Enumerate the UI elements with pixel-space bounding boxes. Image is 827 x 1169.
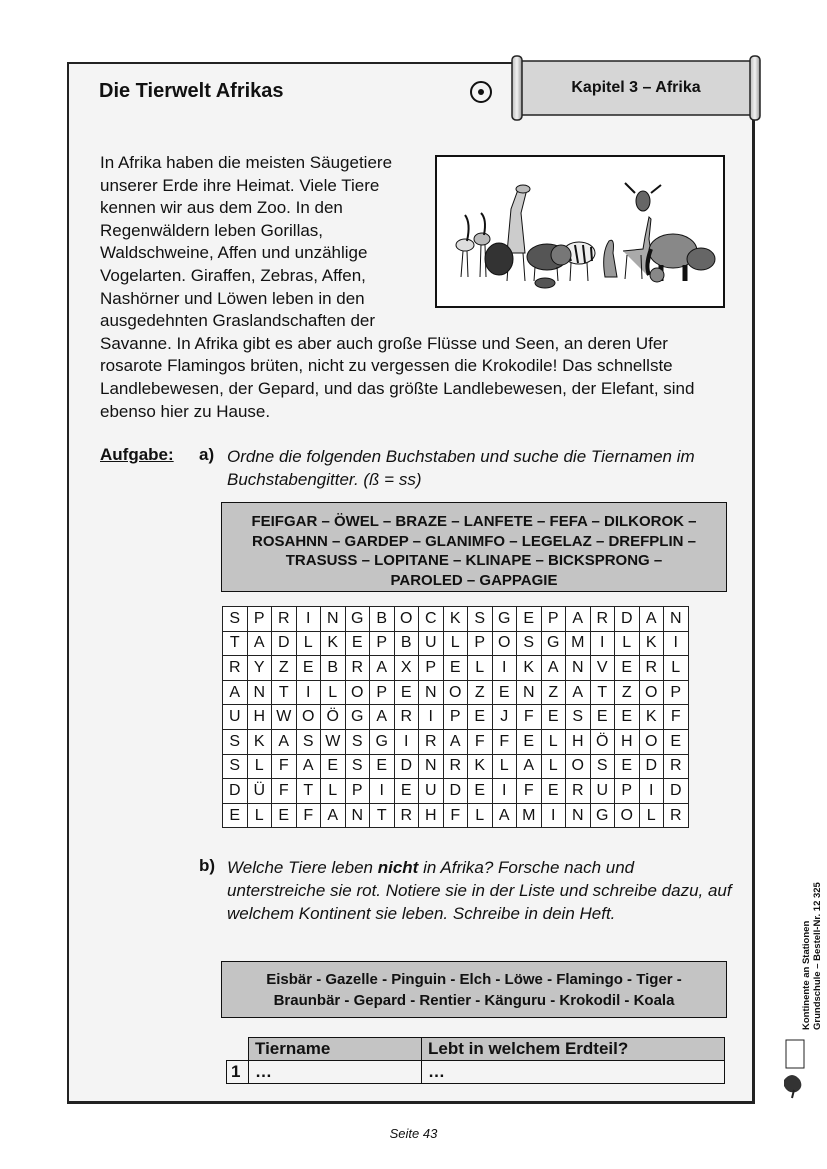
grid-cell: V — [590, 656, 615, 681]
grid-cell: R — [419, 729, 444, 754]
table-corner — [227, 1038, 249, 1061]
task-a-instruction: Ordne die folgenden Buchstaben und suche die Tiernamen im Buchstabengitter. (ß = ss) — [227, 447, 695, 489]
scrambled-line: ROSAHNN – GARDEP – GLANIMFO – LEGELAZ – DREFPLIN – — [252, 532, 696, 550]
grid-cell: N — [664, 607, 689, 632]
grid-cell: M — [566, 631, 591, 656]
grid-cell: O — [296, 705, 321, 730]
grid-cell: O — [394, 607, 419, 632]
grid-cell: E — [272, 803, 297, 828]
grid-cell: K — [639, 705, 664, 730]
grid-cell: W — [272, 705, 297, 730]
grid-cell: T — [272, 680, 297, 705]
grid-cell: I — [492, 656, 517, 681]
grid-cell: E — [321, 754, 346, 779]
grid-cell: E — [370, 754, 395, 779]
animal-list-line: Eisbär - Gazelle - Pinguin - Elch - Löwe - Flamingo - Tiger - — [266, 971, 682, 988]
grid-cell: A — [517, 754, 542, 779]
grid-cell: E — [296, 656, 321, 681]
scrambled-line: TRASUSS – LOPITANE – KLINAPE – BICKSPRONG – — [285, 552, 663, 570]
grid-cell: K — [443, 607, 468, 632]
grid-cell: L — [296, 631, 321, 656]
grid-cell: Z — [272, 656, 297, 681]
grid-cell: S — [566, 705, 591, 730]
grid-cell: N — [247, 680, 272, 705]
grid-cell: L — [321, 779, 346, 804]
grid-cell: K — [517, 656, 542, 681]
grid-cell: O — [639, 729, 664, 754]
grid-cell: I — [590, 631, 615, 656]
grid-cell: Y — [247, 656, 272, 681]
grid-cell: L — [492, 754, 517, 779]
grid-cell: J — [492, 705, 517, 730]
intro-text-block — [100, 152, 725, 423]
grid-cell: E — [517, 729, 542, 754]
grid-cell: H — [419, 803, 444, 828]
target-icon — [470, 81, 492, 103]
grid-cell: E — [615, 705, 640, 730]
grid-cell: N — [566, 803, 591, 828]
grid-cell: I — [639, 779, 664, 804]
grid-cell: G — [345, 705, 370, 730]
grid-cell: N — [419, 754, 444, 779]
grid-row — [223, 729, 689, 754]
grid-row — [223, 631, 689, 656]
grid-cell: O — [639, 680, 664, 705]
task-a-marker: a) — [199, 445, 215, 464]
grid-cell: G — [492, 607, 517, 632]
imprint-line: Grundschule – Bestell-Nr. 12 325 — [812, 882, 823, 1030]
grid-cell: O — [615, 803, 640, 828]
grid-cell: L — [468, 803, 493, 828]
grid-cell: S — [223, 754, 248, 779]
grid-cell: A — [223, 680, 248, 705]
grid-cell: A — [272, 729, 297, 754]
grid-cell: N — [321, 607, 346, 632]
grid-cell: S — [296, 729, 321, 754]
grid-cell: R — [443, 754, 468, 779]
grid-cell: S — [468, 607, 493, 632]
grid-cell: A — [296, 754, 321, 779]
grid-cell: E — [345, 631, 370, 656]
grid-cell: D — [639, 754, 664, 779]
grid-cell: N — [566, 656, 591, 681]
row-number: 1 — [227, 1061, 249, 1084]
task-b-marker: b) — [199, 856, 216, 875]
grid-cell: P — [247, 607, 272, 632]
grid-cell: I — [370, 779, 395, 804]
page-number: Seite 43 — [389, 1126, 438, 1141]
grid-cell: B — [370, 607, 395, 632]
grid-cell: S — [345, 729, 370, 754]
grid-cell: T — [370, 803, 395, 828]
grid-cell: H — [566, 729, 591, 754]
table-row — [227, 1061, 725, 1084]
grid-cell: E — [443, 656, 468, 681]
grid-cell: R — [639, 656, 664, 681]
grid-cell: K — [321, 631, 346, 656]
grid-cell: F — [272, 779, 297, 804]
grid-cell: L — [321, 680, 346, 705]
grid-cell: A — [566, 607, 591, 632]
grid-cell: P — [541, 607, 566, 632]
grid-cell: P — [419, 656, 444, 681]
animal-cell[interactable]: … — [249, 1061, 422, 1084]
grid-cell: I — [296, 607, 321, 632]
grid-cell: K — [639, 631, 664, 656]
grid-cell: N — [345, 803, 370, 828]
grid-cell: O — [345, 680, 370, 705]
grid-cell: E — [468, 779, 493, 804]
grid-row — [223, 680, 689, 705]
grid-cell: I — [541, 803, 566, 828]
grid-cell: A — [566, 680, 591, 705]
animal-list-line: Braunbär - Gepard - Rentier - Känguru - Krokodil - Koala — [273, 992, 675, 1009]
grid-cell: R — [664, 754, 689, 779]
grid-cell: O — [566, 754, 591, 779]
grid-row — [223, 607, 689, 632]
grid-cell: A — [247, 631, 272, 656]
page-title: Die Tierwelt Afrikas — [99, 80, 284, 102]
publisher-logo — [778, 1036, 810, 1100]
grid-cell: F — [272, 754, 297, 779]
grid-cell: O — [492, 631, 517, 656]
grid-cell: L — [541, 754, 566, 779]
grid-cell: F — [664, 705, 689, 730]
grid-cell: W — [321, 729, 346, 754]
grid-cell: A — [492, 803, 517, 828]
grid-cell: A — [321, 803, 346, 828]
grid-cell: D — [272, 631, 297, 656]
grid-cell: B — [394, 631, 419, 656]
grid-cell: P — [468, 631, 493, 656]
grid-cell: Ö — [321, 705, 346, 730]
grid-cell: O — [443, 680, 468, 705]
grid-cell: K — [468, 754, 493, 779]
grid-cell: B — [321, 656, 346, 681]
grid-cell: G — [590, 803, 615, 828]
animals-illustration — [435, 155, 725, 308]
grid-cell: F — [443, 803, 468, 828]
grid-cell: A — [639, 607, 664, 632]
grid-cell: A — [541, 656, 566, 681]
grid-cell: D — [223, 779, 248, 804]
grid-cell: E — [492, 680, 517, 705]
grid-cell: A — [443, 729, 468, 754]
table-header-continent: Lebt in welchem Erdteil? — [422, 1038, 725, 1061]
grid-cell: E — [394, 779, 419, 804]
grid-cell: I — [419, 705, 444, 730]
grid-cell: R — [394, 705, 419, 730]
grid-cell: R — [394, 803, 419, 828]
grid-cell: F — [517, 779, 542, 804]
grid-cell: I — [296, 680, 321, 705]
grid-cell: E — [541, 779, 566, 804]
grid-cell: Ö — [590, 729, 615, 754]
grid-cell: T — [590, 680, 615, 705]
grid-cell: T — [296, 779, 321, 804]
grid-cell: E — [615, 656, 640, 681]
grid-cell: L — [615, 631, 640, 656]
grid-cell: P — [443, 705, 468, 730]
grid-cell: H — [247, 705, 272, 730]
grid-cell: A — [370, 705, 395, 730]
grid-cell: D — [394, 754, 419, 779]
scrambled-line: FEIFGAR – ÖWEL – BRAZE – LANFETE – FEFA – DILKOROK – — [251, 513, 697, 530]
chapter-title: Kapitel 3 – Afrika — [571, 79, 701, 96]
imprint-line: Kontinente an Stationen — [801, 920, 812, 1030]
grid-row — [223, 656, 689, 681]
task-b-instruction: Welche Tiere leben nicht in Afrika? Forsche nach und unterstreiche sie rot. Notiere sie in der Liste und schreibe dazu, auf welchem Kontinent sie leben. Schreibe in dein Heft. — [227, 858, 732, 923]
grid-cell: D — [664, 779, 689, 804]
grid-cell: N — [517, 680, 542, 705]
answer-table — [226, 1037, 725, 1084]
grid-cell: R — [590, 607, 615, 632]
grid-cell: P — [615, 779, 640, 804]
grid-cell: F — [468, 729, 493, 754]
grid-cell: L — [247, 803, 272, 828]
side-imprint — [793, 860, 823, 1030]
grid-cell: L — [664, 656, 689, 681]
grid-row — [223, 803, 689, 828]
grid-cell: A — [370, 656, 395, 681]
grid-cell: E — [615, 754, 640, 779]
grid-cell: U — [223, 705, 248, 730]
grid-cell: Ü — [247, 779, 272, 804]
grid-row — [223, 754, 689, 779]
grid-cell: H — [615, 729, 640, 754]
grid-cell: R — [272, 607, 297, 632]
grid-cell: I — [664, 631, 689, 656]
grid-cell: E — [590, 705, 615, 730]
table-header-animal: Tiername — [249, 1038, 422, 1061]
grid-cell: P — [370, 631, 395, 656]
chapter-banner — [510, 55, 762, 121]
grid-cell: Z — [541, 680, 566, 705]
grid-cell: S — [590, 754, 615, 779]
grid-cell: L — [541, 729, 566, 754]
grid-cell: D — [443, 779, 468, 804]
grid-cell: T — [223, 631, 248, 656]
grid-cell: R — [566, 779, 591, 804]
grid-cell: K — [247, 729, 272, 754]
grid-cell: P — [345, 779, 370, 804]
grid-cell: S — [223, 729, 248, 754]
grid-cell: E — [664, 729, 689, 754]
grid-cell: Z — [468, 680, 493, 705]
grid-cell: R — [223, 656, 248, 681]
grid-cell: E — [517, 607, 542, 632]
grid-cell: L — [639, 803, 664, 828]
intro-paragraph: In Afrika haben die meisten Säugetiere unserer Erde ihre Heimat. Viele Tiere kennen wir aus dem Zoo. In den Regenwäldern leben Gorillas, Waldschweine, Affen und unzählige Vogelarten. Giraffen, Zebras, Affen, Nashörner und Löwen leben in den ausgedehnten Graslandschaften der Savanne. In Afrika gibt es aber auch große Flüsse und Seen, an deren Ufer rosarote Flamingos brüten, nicht zu vergessen die Krokodile! Das schnellste Landlebewesen, der Gepard, und das größte Landlebewesen, der Elefant, sind ebenso hier zu Hause. — [100, 153, 695, 421]
grid-cell: L — [443, 631, 468, 656]
grid-cell: P — [664, 680, 689, 705]
grid-cell: G — [370, 729, 395, 754]
grid-cell: E — [394, 680, 419, 705]
grid-cell: M — [517, 803, 542, 828]
grid-cell: P — [370, 680, 395, 705]
grid-cell: N — [419, 680, 444, 705]
grid-cell: E — [223, 803, 248, 828]
grid-cell: D — [615, 607, 640, 632]
grid-cell: Z — [615, 680, 640, 705]
grid-row — [223, 779, 689, 804]
grid-cell: R — [664, 803, 689, 828]
grid-cell: F — [492, 729, 517, 754]
grid-cell: F — [296, 803, 321, 828]
grid-cell: S — [345, 754, 370, 779]
grid-cell: U — [419, 631, 444, 656]
grid-cell: E — [541, 705, 566, 730]
grid-cell: U — [419, 779, 444, 804]
grid-cell: G — [345, 607, 370, 632]
grid-cell: I — [394, 729, 419, 754]
grid-row — [223, 705, 689, 730]
task-label: Aufgabe: — [100, 445, 174, 464]
continent-cell[interactable]: … — [422, 1061, 725, 1084]
grid-cell: L — [468, 656, 493, 681]
grid-cell: G — [541, 631, 566, 656]
grid-cell: U — [590, 779, 615, 804]
grid-cell: L — [247, 754, 272, 779]
grid-cell: F — [517, 705, 542, 730]
grid-cell: I — [492, 779, 517, 804]
grid-cell: S — [223, 607, 248, 632]
word-search-grid — [222, 606, 689, 828]
grid-cell: R — [345, 656, 370, 681]
scrambled-line: PAROLED – GAPPAGIE — [390, 571, 558, 589]
grid-cell: C — [419, 607, 444, 632]
grid-cell: E — [468, 705, 493, 730]
grid-cell: X — [394, 656, 419, 681]
animal-list-box — [221, 961, 727, 1018]
scrambled-words-box — [221, 502, 727, 592]
grid-cell: S — [517, 631, 542, 656]
